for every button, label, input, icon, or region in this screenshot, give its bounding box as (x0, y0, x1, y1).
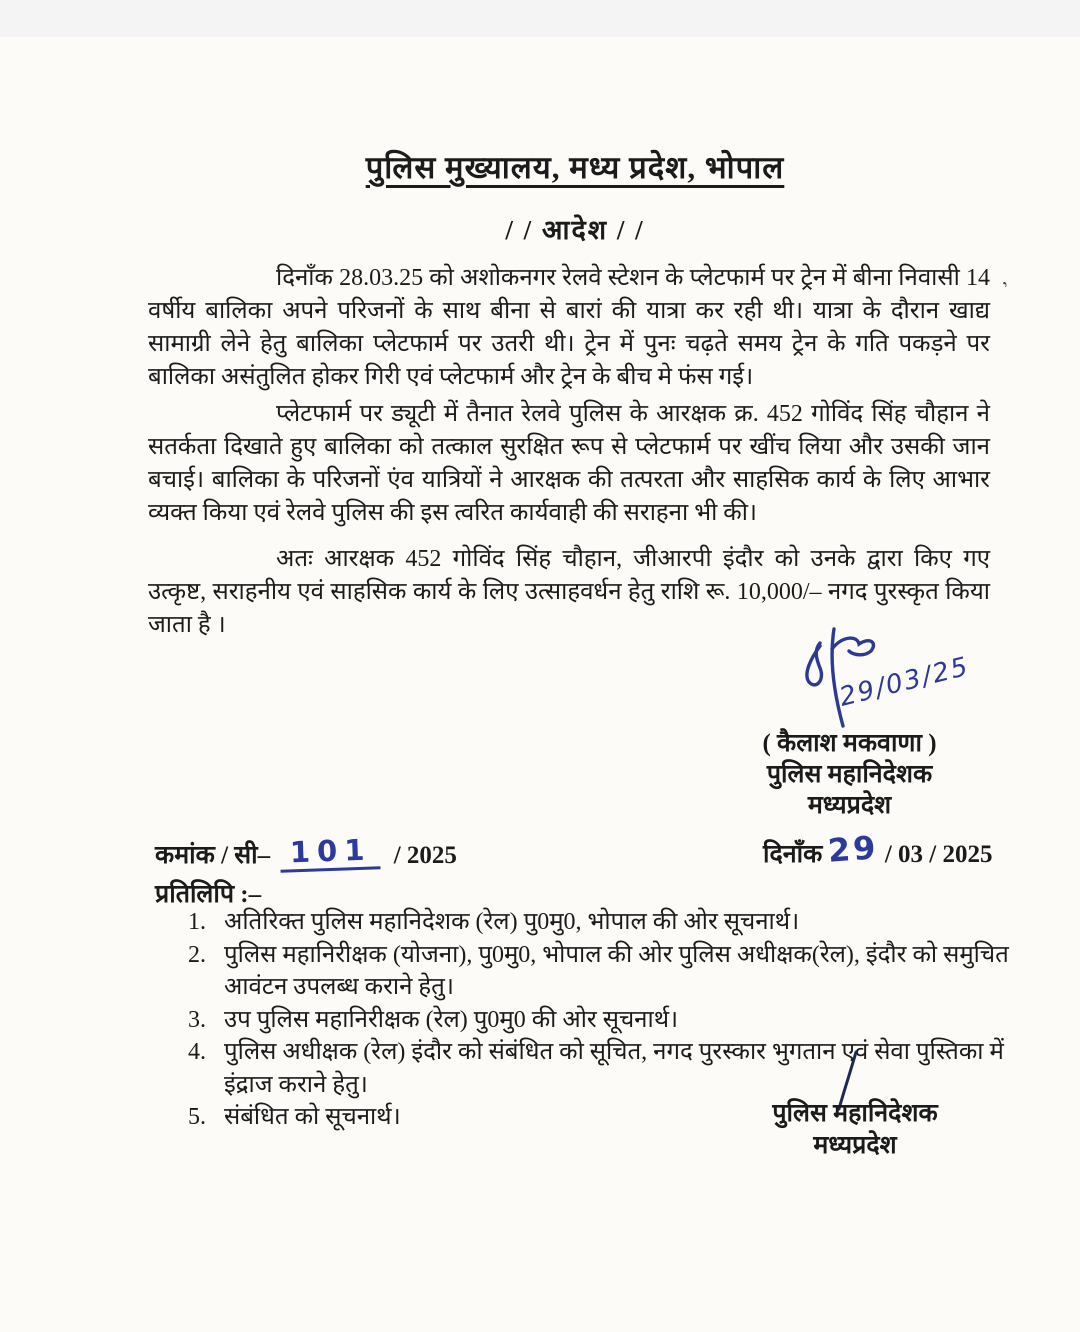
signatory-state: मध्यप्रदेश (807, 792, 892, 819)
signatory-designation: पुलिस महानिदेशक (766, 761, 933, 788)
paragraph-rescue: प्लेटफार्म पर ड्यूटी में तैनात रेलवे पुलिस के आरक्षक क्र. 452 गोविंद सिंह चौहान ने सतर्कता दिखाते हुए बालिका को तत्काल सुरक्षित रूप से प्लेटफार्म पर खींच लिया और उसकी जान बचाई। बालिका के परिजनों एंव यात्रियों ने आरक्षक की तत्परता और साहसिक कार्य के लिए आभार व्यक्त किया एवं रेलवे पुलिस की इस त्वरित कार्यवाही की सराहना भी की। (148, 401, 990, 526)
reference-number-year: / 2025 (393, 842, 457, 869)
footer-designation: पुलिस महानिदेशक (772, 1100, 938, 1127)
copy-item-text: अतिरिक्त पुलिस महानिदेशक (रेल) पु0मु0, भोपाल की ओर सूचनार्थ। (224, 909, 800, 935)
copy-to-label: प्रतिलिपि :– (155, 881, 262, 908)
paragraph-reward: अतः आरक्षक 452 गोविंद सिंह चौहान, जीआरपी इंदौर को उनके द्वारा किए गए उत्कृष्ट, सराहनीय एवं साहसिक कार्य के लिए उत्साहवर्धन हेतु राशि रू. 10,000/– नगद पुरस्कृत किया जाता है । (148, 546, 990, 638)
reference-number-line (155, 832, 457, 873)
footer-signatory-block (745, 1098, 965, 1162)
copy-item-text: पुलिस अधीक्षक (रेल) इंदौर को संबंधित को सूचित, नगद पुरस्कार भुगतान एवं सेवा पुस्तिका में इंद्राज कराने हेतु। (224, 1039, 1004, 1098)
order-heading: / / आदेश / / (505, 215, 645, 245)
copy-item-number: 2. (188, 941, 206, 968)
date-handwritten-day: 29 (826, 828, 880, 870)
date-month-year: / 03 / 2025 (884, 841, 993, 868)
date-label: दिनाँक (763, 841, 823, 868)
copy-item-1 (188, 906, 1020, 939)
copy-item-number: 3. (188, 1006, 206, 1033)
copy-item-4 (188, 1036, 1020, 1101)
copy-item-text: पुलिस महानिरीक्षक (योजना), पु0मु0, भोपाल की ओर पुलिस अधीक्षक(रेल), इंदौर को समुचित आवंटन उपलब्ध कराने हेतु। (224, 941, 1009, 1000)
copy-item-2 (188, 939, 1020, 1004)
signatory-name: ( कैलाश मकवाणा ) (762, 730, 937, 757)
signature-handwritten-date: 29/03/25 (836, 651, 973, 713)
signature-flourish-stroke (832, 638, 873, 655)
footer-state: मध्यप्रदेश (813, 1132, 897, 1159)
date-line (763, 828, 993, 870)
paragraph-incident: दिनाँक 28.03.25 को अशोकनगर रेलवे स्टेशन के प्लेटफार्म पर ट्रेन में बीना निवासी 14 वर्षीय बालिका अपने परिजनों के साथ बीना से बारां की यात्रा कर रही थी। यात्रा के दौरान खाद्य सामाग्री लेने हेतु बालिका प्लेटफार्म पर उतरी थी। ट्रेन में पुनः चढ़ते समय ट्रेन के गति पकड़ने पर बालिका असंतुलित होकर गिरी एवं प्लेटफार्म और ट्रेन के बीच मे फंस गई। (148, 265, 990, 390)
signatory-block (742, 728, 957, 821)
scan-stray-mark: , (992, 269, 1011, 290)
page-title: पुलिस मुख्यालय, मध्य प्रदेश, भोपाल (365, 150, 785, 185)
copy-item-text: उप पुलिस महानिरीक्षक (रेल) पु0मु0 की ओर सूचनार्थ। (224, 1006, 679, 1033)
copy-item-number: 4. (188, 1039, 206, 1065)
reference-number-handwritten: 101 (279, 832, 380, 872)
copy-item-3 (188, 1004, 1020, 1037)
scan-edge-strip (0, 0, 1080, 37)
reference-number-label: कमांक / सी– (155, 842, 271, 869)
signature-loop-stroke (807, 643, 822, 685)
copy-item-number: 5. (188, 1104, 206, 1130)
copy-item-text: संबंधित को सूचनार्थ। (224, 1104, 401, 1130)
copy-item-number: 1. (188, 909, 206, 935)
